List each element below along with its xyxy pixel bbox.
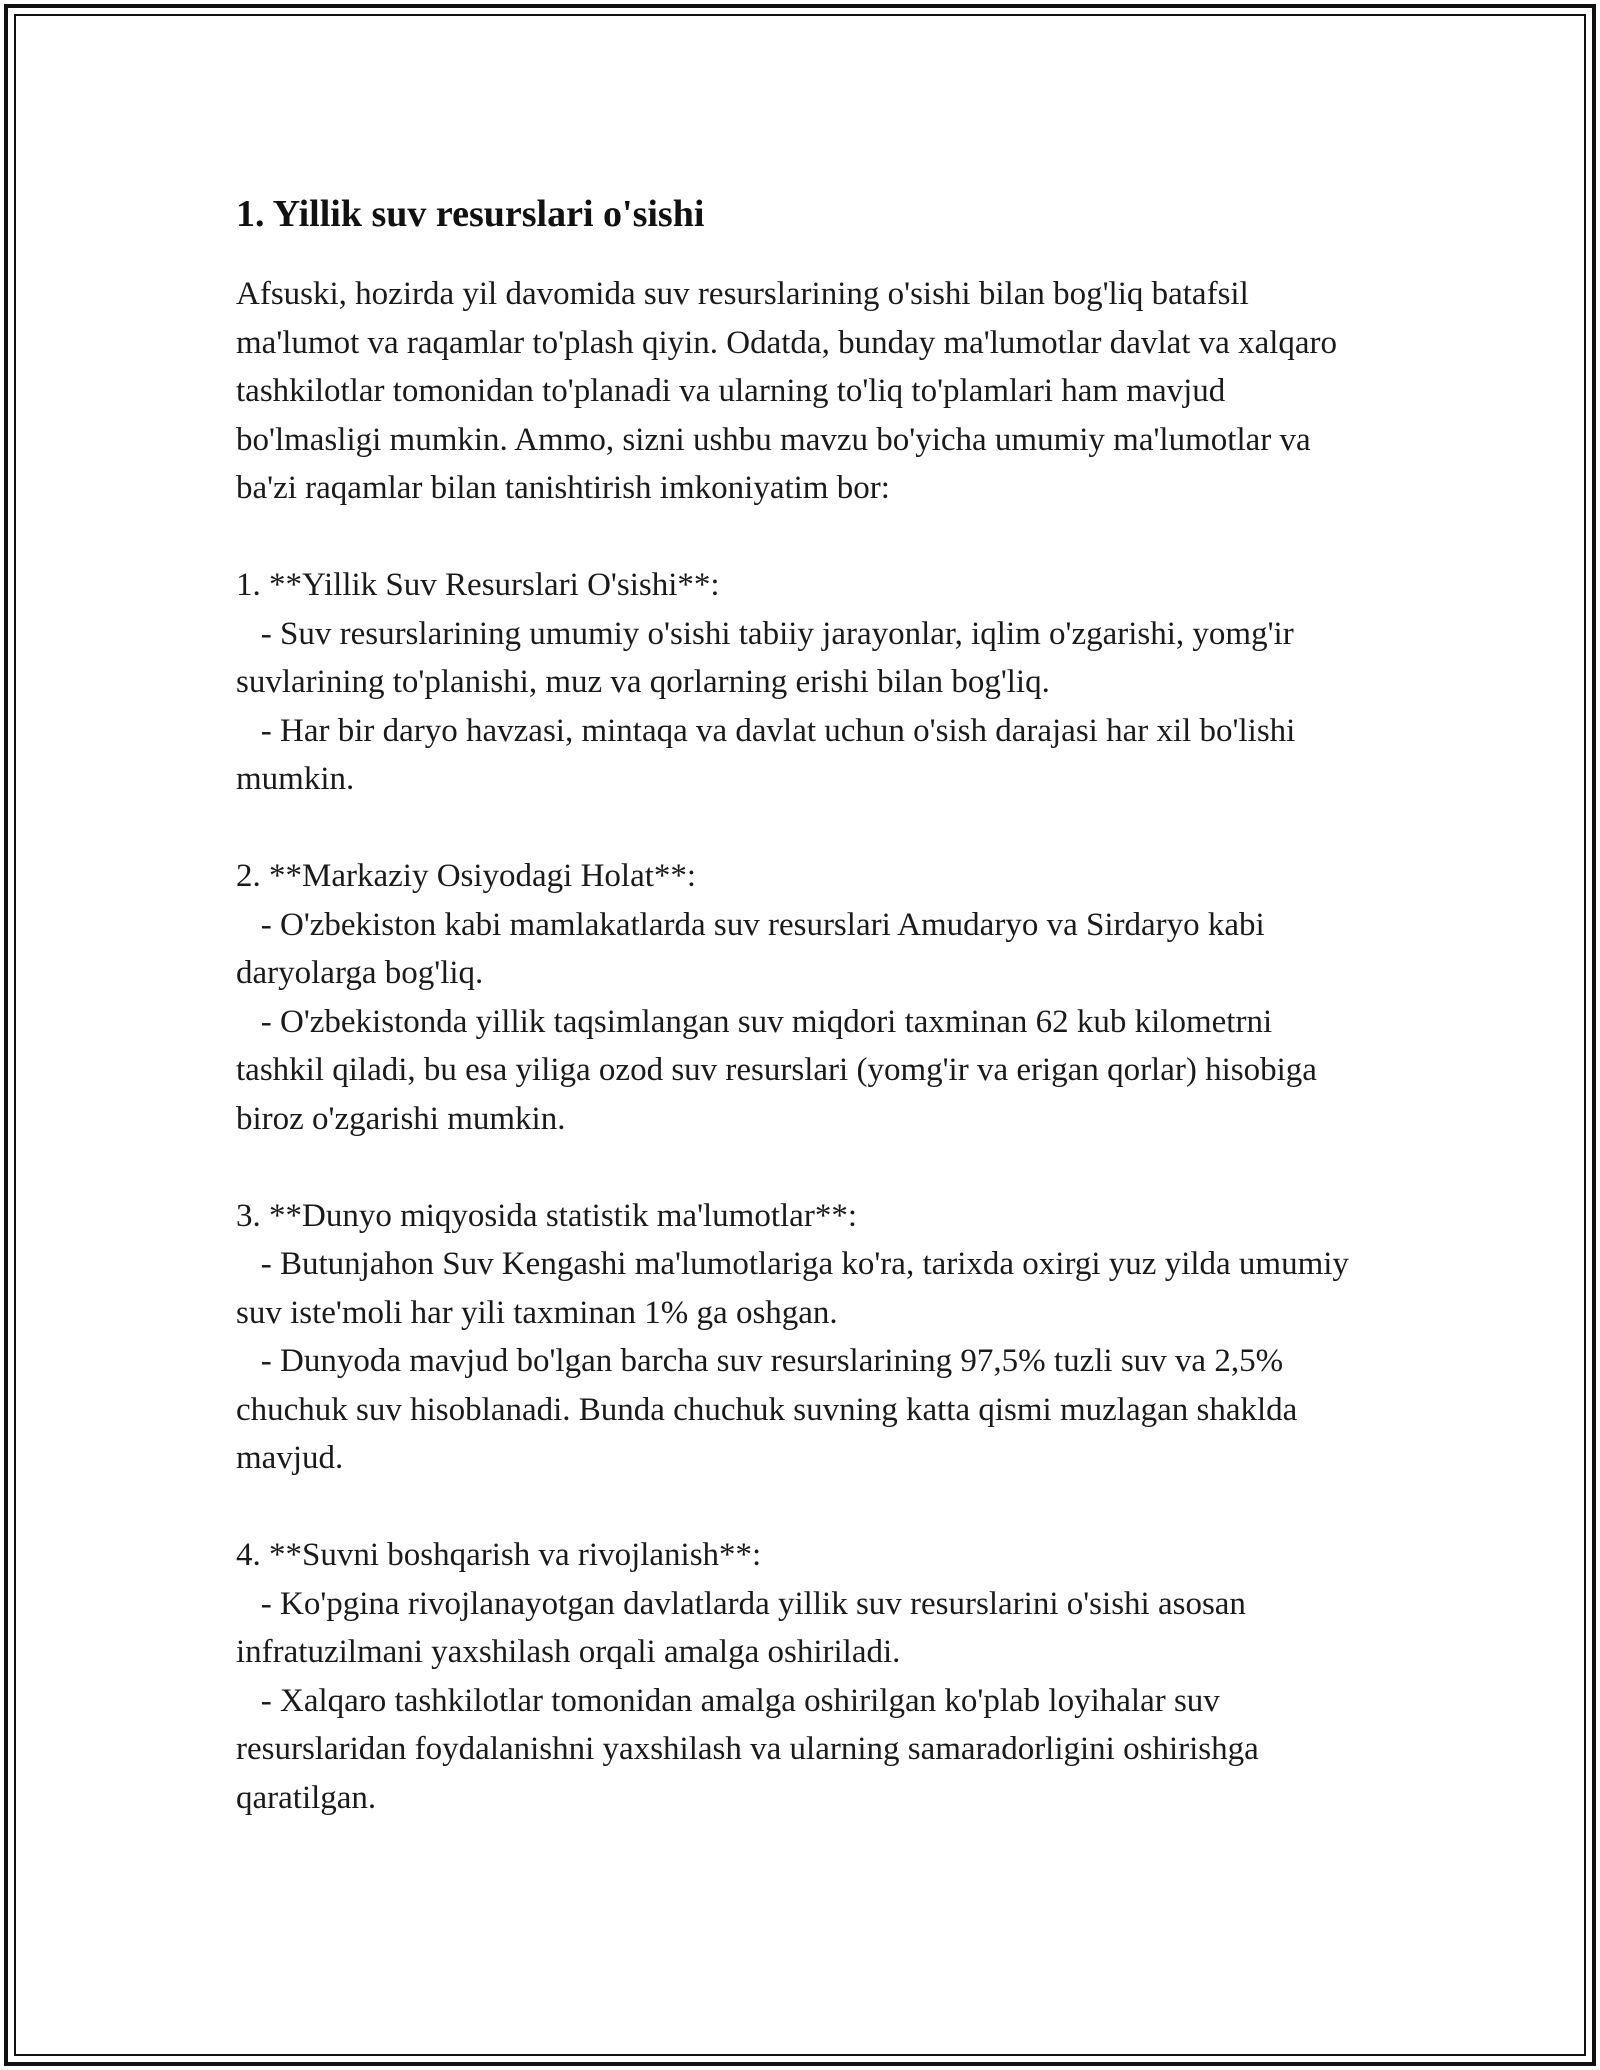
- bullet-item: - O'zbekiston kabi mamlakatlarda suv resurslari Amudaryo va Sirdaryo kabi daryolarga bog'liq.: [236, 906, 1273, 991]
- bullet-item: - Suv resurslarining umumiy o'sishi tabiiy jarayonlar, iqlim o'zgarishi, yomg'ir suvlarining to'planishi, muz va qorlarning erishi bilan bog'liq.: [236, 615, 1302, 700]
- bullet-item: - Ko'pgina rivojlanayotgan davlatlarda yillik suv resurslarini o'sishi asosan infratuzilmani yaxshilash orqali amalga oshiriladi.: [236, 1585, 1255, 1670]
- document-heading: 1. Yillik suv resurslari o'sishi: [236, 193, 705, 235]
- section-3: [236, 1192, 1366, 1483]
- bullet-item: - Xalqaro tashkilotlar tomonidan amalga oshirilgan ko'plab loyihalar suv resurslaridan foydalanishni yaxshilash va ularning samaradorligini oshirishga qaratilgan.: [236, 1682, 1268, 1816]
- section-title: 2. **Markaziy Osiyodagi Holat**:: [236, 858, 697, 894]
- section-2: [236, 852, 1366, 1143]
- bullet-item: - Har bir daryo havzasi, mintaqa va davlat uchun o'sish darajasi har xil bo'lishi mumkin.: [236, 712, 1304, 797]
- bullet-item: - O'zbekistonda yillik taqsimlangan suv miqdori taxminan 62 kub kilometrni tashkil qiladi, bu esa yiliga ozod suv resurslari (yomg'ir va erigan qorlar) hisobiga biroz o'zgarishi mumkin.: [236, 1003, 1326, 1137]
- bullet-item: - Butunjahon Suv Kengashi ma'lumotlariga ko'ra, tarixda oxirgi yuz yilda umumiy suv iste'moli har yili taxminan 1% ga oshgan.: [236, 1246, 1358, 1331]
- section-4: [236, 1531, 1366, 1822]
- section-title: 4. **Suvni boshqarish va rivojlanish**:: [236, 1537, 762, 1573]
- intro-paragraph: Afsuski, hozirda yil davomida suv resurslarining o'sishi bilan bog'liq batafsil ma'lumot va raqamlar to'plash qiyin. Odatda, bunday ma'lumotlar davlat va xalqaro tashkilotlar tomonidan to'planadi va ularning to'liq to'plamlari ham mavjud bo'lmasligi mumkin. Ammo, sizni ushbu mavzu bo'yicha umumiy ma'lumotlar va ba'zi raqamlar bilan tanishtirish imkoniyatim bor:: [236, 276, 1338, 506]
- document-body: [236, 188, 1366, 1822]
- section-title: 1. **Yillik Suv Resurslari O'sishi**:: [236, 567, 720, 603]
- section-1: [236, 561, 1366, 804]
- bullet-item: - Dunyoda mavjud bo'lgan barcha suv resurslarining 97,5% tuzli suv va 2,5% chuchuk suv hisoblanadi. Bunda chuchuk suvning katta qismi muzlagan shaklda mavjud.: [236, 1343, 1306, 1476]
- section-title: 3. **Dunyo miqyosida statistik ma'lumotlar**:: [236, 1197, 857, 1234]
